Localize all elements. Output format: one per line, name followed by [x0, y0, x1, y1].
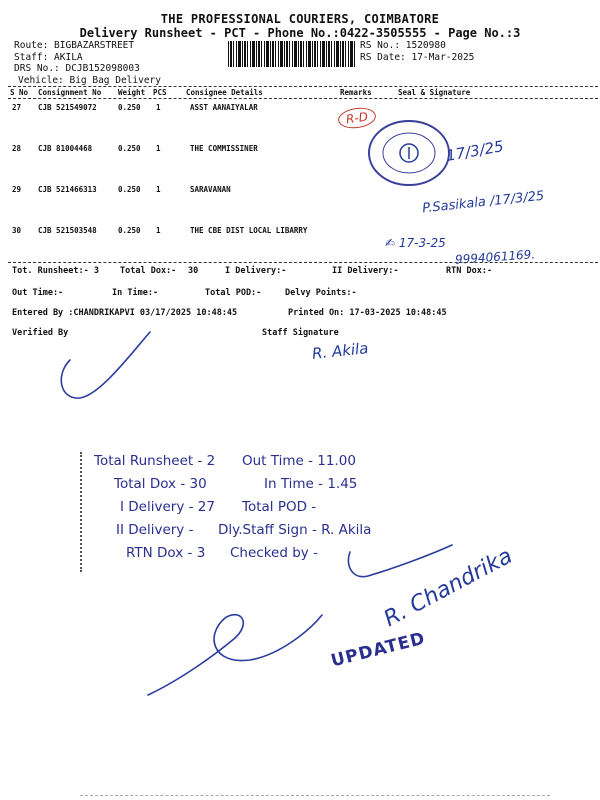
staff-signature-label: Staff Signature: [262, 328, 339, 338]
i-delivery-label: I Delivery:-: [225, 266, 287, 276]
row-consignee: THE CBE DIST LOCAL LIBARRY: [190, 226, 308, 235]
ii-delivery-label: II Delivery:-: [332, 266, 399, 276]
entered-by: Entered By :CHANDRIKAPVI 03/17/2025 10:48:45: [12, 308, 238, 318]
stamp-out-time: Out Time - 11.00: [242, 453, 356, 469]
stamp-left-column: [94, 450, 215, 565]
stamp-total-pod: Total POD -: [242, 499, 317, 515]
th-sno: S No: [10, 88, 29, 97]
meta-right: [360, 40, 474, 63]
row-weight: 0.250: [118, 226, 141, 235]
row30-phone: 9994061169.: [454, 247, 536, 267]
remark-rd: R-D: [337, 105, 377, 130]
stamp-edge: [80, 452, 94, 572]
row29-signature: P.Sasikala /17/3/25: [421, 188, 545, 217]
rtn-dox-label: RTN Dox:-: [446, 266, 493, 276]
stamp-in-time: In Time - 1.45: [264, 476, 358, 492]
row30-signature: ✍ 17-3-25: [385, 236, 446, 250]
staff-signature: R. Akila: [311, 339, 370, 363]
stamp-ii-delivery: II Delivery -: [116, 522, 194, 538]
row-weight: 0.250: [118, 144, 141, 153]
row-pcs: 1: [156, 185, 161, 194]
row-consignment: CJB 81004468: [38, 144, 93, 153]
stamp-i-delivery: I Delivery - 27: [120, 499, 215, 515]
stamp-dly-staff-sign: Dly.Staff Sign - R. Akila: [218, 522, 372, 538]
th-pcs: PCS: [153, 88, 167, 97]
th-consignment: Consignment No: [38, 88, 102, 97]
seal-stamp: [364, 118, 454, 188]
divider: [8, 86, 598, 87]
seal-date: 17/3/25: [444, 137, 505, 165]
th-weight: Weight: [118, 88, 146, 97]
total-dox-label: Total Dox:-: [120, 266, 177, 276]
divider: [80, 795, 550, 796]
out-time-label: Out Time:-: [12, 288, 64, 298]
printed-on: Printed On: 17-03-2025 10:48:45: [288, 308, 447, 318]
row-sno: 28: [12, 144, 22, 153]
verified-by-label: Verified By: [12, 328, 69, 338]
barcode: [228, 41, 356, 67]
row-consignee: SARAVANAN: [190, 185, 231, 194]
stamp-total-runsheet: Total Runsheet - 2: [94, 453, 216, 469]
route-label: Route: BIGBAZARSTREET: [14, 40, 135, 51]
row-consignee: ASST AANAIYALAR: [190, 103, 258, 112]
row-consignee: THE COMMISSINER: [190, 144, 258, 153]
drs-label: DRS No.: DCJB152098003: [14, 63, 140, 74]
updated-stamp: UPDATED: [329, 628, 428, 672]
total-pod-label: Total POD:-: [205, 288, 262, 298]
stamp-right-column: [218, 450, 372, 565]
row-sno: 27: [12, 103, 22, 112]
total-dox-value: 30: [188, 266, 199, 276]
stamp-total-dox: Total Dox - 30: [114, 476, 207, 492]
stamp-checked-by: Checked by -: [230, 545, 318, 561]
tot-runsheet: Tot. Runsheet:- 3: [12, 266, 99, 276]
vehicle-label: Vehicle: Big Bag Delivery: [18, 74, 161, 86]
meta-left: [14, 40, 161, 86]
staff-label: Staff: AKILA: [14, 51, 83, 63]
th-remarks: Remarks: [340, 88, 372, 97]
row30-date: 17-3-25: [398, 236, 446, 250]
row-sno: 30: [12, 226, 22, 235]
row-pcs: 1: [156, 226, 161, 235]
in-time-label: In Time:-: [112, 288, 159, 298]
stamp-rtn-dox: RTN Dox - 3: [126, 545, 206, 561]
row-weight: 0.250: [118, 103, 141, 112]
runsheet-subtitle: Delivery Runsheet - PCT - Phone No.:0422-3505555 - Page No.:3: [79, 26, 521, 40]
checkmark-icon: [50, 320, 160, 410]
th-seal: Seal & Signature: [398, 88, 471, 97]
delvy-points-label: Delvy Points:-: [285, 288, 357, 298]
updated-signature: R. Chandrika: [380, 543, 517, 633]
th-consignee: Consignee Details: [186, 88, 263, 97]
row-pcs: 1: [156, 144, 161, 153]
row-consignment: CJB 521549072: [38, 103, 97, 112]
row-pcs: 1: [156, 103, 161, 112]
row-consignment: CJB 521503548: [38, 226, 97, 235]
signature-scribble-icon: [140, 600, 330, 710]
row-weight: 0.250: [118, 185, 141, 194]
divider: [8, 262, 598, 263]
row-consignment: CJB 521466313: [38, 185, 97, 194]
rs-date-label: RS Date: 17-Mar-2025: [360, 51, 475, 63]
row-sno: 29: [12, 185, 22, 194]
company-title: THE PROFESSIONAL COURIERS, COIMBATORE: [160, 12, 440, 26]
rs-no-label: RS No.: 1520980: [360, 40, 446, 51]
divider: [8, 98, 598, 99]
